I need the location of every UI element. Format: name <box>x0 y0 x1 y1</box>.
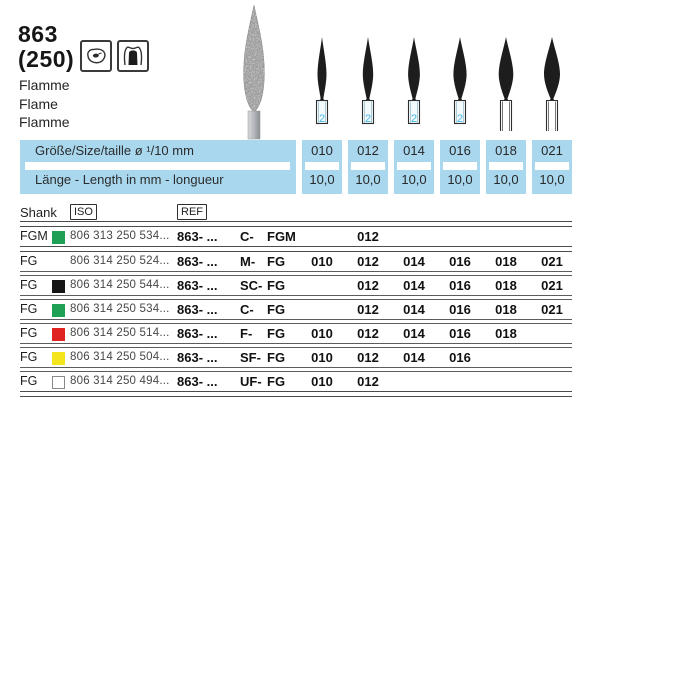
ref-cell <box>177 300 285 319</box>
product-name-en: Flame <box>19 95 58 112</box>
grit-color-swatch-superfine-yellow <box>52 352 65 365</box>
size-value: 018 <box>495 143 517 158</box>
bur-photo <box>237 2 271 145</box>
grit-color-swatch-fine-red <box>52 328 65 341</box>
application-icons <box>80 40 149 72</box>
available-size-014: 014 <box>403 278 425 293</box>
length-value: 10,0 <box>493 172 519 187</box>
band-divider <box>489 162 523 170</box>
band-divider <box>443 162 477 170</box>
ref-shank: FG <box>267 302 286 317</box>
table-row-c <box>20 227 572 246</box>
available-size-010: 010 <box>311 350 333 365</box>
available-size-014: 014 <box>403 302 425 317</box>
ref-column-header: REF <box>177 204 207 220</box>
ref-grit: C- <box>240 229 254 244</box>
available-size-014: 014 <box>403 254 425 269</box>
ref-grit: SF- <box>240 350 261 365</box>
iso-cell: 806 314 250 514... <box>70 327 170 339</box>
iso-cell: 806 314 250 534... <box>70 303 170 315</box>
band-divider <box>535 162 569 170</box>
available-size-010: 010 <box>311 326 333 341</box>
band-divider <box>351 162 385 170</box>
ref-cell <box>177 252 285 271</box>
product-number-variant: (250) <box>18 46 75 72</box>
available-size-010: 010 <box>311 254 333 269</box>
grit-color-swatch-supercoarse-black <box>52 280 65 293</box>
shank-cell: FG <box>20 302 38 316</box>
available-size-018: 018 <box>495 254 517 269</box>
ref-prefix: 863- ... <box>177 278 218 293</box>
ref-cell <box>177 324 285 343</box>
available-size-012: 012 <box>357 350 379 365</box>
product-number <box>18 22 74 72</box>
bur-diagram-016 <box>448 36 472 137</box>
shank-cell: FG <box>20 278 38 292</box>
size-column-cell-018 <box>486 140 526 194</box>
ref-shank: FG <box>267 254 286 269</box>
svg-text:2: 2 <box>318 113 326 125</box>
product-number-main: 863 <box>18 21 58 47</box>
occlusal-surface-icon <box>80 40 112 72</box>
ref-grit: UF- <box>240 374 262 389</box>
svg-text:2: 2 <box>410 113 418 125</box>
iso-column-header: ISO <box>70 204 97 220</box>
table-row-f <box>20 324 572 343</box>
ref-shank: FG <box>267 278 286 293</box>
available-size-021: 021 <box>541 254 563 269</box>
length-value: 10,0 <box>355 172 381 187</box>
size-value: 012 <box>357 143 379 158</box>
size-column-cell-016 <box>440 140 480 194</box>
ref-prefix: 863- ... <box>177 326 218 341</box>
available-size-021: 021 <box>541 278 563 293</box>
svg-text:2: 2 <box>456 113 464 125</box>
available-size-016: 016 <box>449 254 471 269</box>
size-length-band <box>20 140 572 194</box>
grit-color-swatch-coarse-green <box>52 231 65 244</box>
iso-cell: 806 314 250 524... <box>70 255 170 267</box>
band-divider <box>397 162 431 170</box>
shank-cell: FG <box>20 350 38 364</box>
ref-shank: FG <box>267 326 286 341</box>
available-size-014: 014 <box>403 326 425 341</box>
band-divider <box>25 162 290 170</box>
product-names <box>19 76 70 132</box>
crown-preparation-icon <box>117 40 149 72</box>
ref-grit: M- <box>240 254 256 269</box>
ref-cell <box>177 372 285 391</box>
grit-color-swatch-coarse-green <box>52 304 65 317</box>
ref-prefix: 863- ... <box>177 302 218 317</box>
band-label-block <box>20 140 296 194</box>
available-size-016: 016 <box>449 302 471 317</box>
available-size-014: 014 <box>403 350 425 365</box>
available-size-018: 018 <box>495 302 517 317</box>
spec-table <box>20 205 572 397</box>
ref-grit: SC- <box>240 278 263 293</box>
ref-shank: FG <box>267 350 286 365</box>
available-size-012: 012 <box>357 254 379 269</box>
size-row-label: Größe/Size/taille ø ¹/10 mm <box>35 143 194 158</box>
table-header <box>20 205 572 221</box>
table-row-uf <box>20 372 572 391</box>
ref-grit: F- <box>240 326 253 341</box>
size-column-cell-021 <box>532 140 572 194</box>
bur-diagram-014 <box>402 36 426 137</box>
available-size-010: 010 <box>311 374 333 389</box>
bur-diagram-010 <box>310 36 334 137</box>
size-column-cell-010 <box>302 140 342 194</box>
length-value: 10,0 <box>309 172 335 187</box>
band-divider <box>305 162 339 170</box>
available-size-016: 016 <box>449 326 471 341</box>
available-size-012: 012 <box>357 278 379 293</box>
available-size-021: 021 <box>541 302 563 317</box>
size-column-cell-014 <box>394 140 434 194</box>
length-value: 10,0 <box>539 172 565 187</box>
table-row-sf <box>20 348 572 367</box>
bur-diagram-021 <box>540 36 564 137</box>
available-size-012: 012 <box>357 229 379 244</box>
available-size-012: 012 <box>357 326 379 341</box>
product-name-fr: Flamme <box>19 114 70 130</box>
length-value: 10,0 <box>447 172 473 187</box>
iso-cell: 806 314 250 544... <box>70 279 170 291</box>
available-size-018: 018 <box>495 326 517 341</box>
available-size-012: 012 <box>357 374 379 389</box>
shank-cell: FG <box>20 374 38 388</box>
table-divider <box>20 391 572 397</box>
ref-shank: FG <box>267 374 286 389</box>
grit-color-swatch-ultrafine-white <box>52 376 65 389</box>
ref-grit: C- <box>240 302 254 317</box>
bur-diagram-012 <box>356 36 380 137</box>
available-size-018: 018 <box>495 278 517 293</box>
table-row-m <box>20 252 572 271</box>
available-size-016: 016 <box>449 350 471 365</box>
iso-cell: 806 313 250 534... <box>70 230 170 242</box>
iso-cell: 806 314 250 494... <box>70 375 170 387</box>
size-value: 014 <box>403 143 425 158</box>
product-name-de: Flamme <box>19 77 70 93</box>
length-row-label: Länge - Length in mm - longueur <box>35 172 224 187</box>
size-column-cell-012 <box>348 140 388 194</box>
shank-cell: FG <box>20 254 38 268</box>
available-size-012: 012 <box>357 302 379 317</box>
size-value: 016 <box>449 143 471 158</box>
iso-cell: 806 314 250 504... <box>70 351 170 363</box>
ref-prefix: 863- ... <box>177 374 218 389</box>
shank-cell: FGM <box>20 229 48 243</box>
ref-cell <box>177 348 285 367</box>
shank-cell: FG <box>20 326 38 340</box>
ref-cell <box>177 227 296 246</box>
svg-text:2: 2 <box>364 113 372 125</box>
shank-column-header: Shank <box>20 205 57 220</box>
size-value: 010 <box>311 143 333 158</box>
ref-shank: FGM <box>267 229 296 244</box>
ref-prefix: 863- ... <box>177 229 218 244</box>
size-value: 021 <box>541 143 563 158</box>
bur-diagram-018 <box>494 36 518 137</box>
table-row-c <box>20 300 572 319</box>
ref-prefix: 863- ... <box>177 254 218 269</box>
table-row-sc <box>20 276 572 295</box>
ref-prefix: 863- ... <box>177 350 218 365</box>
ref-cell <box>177 276 285 295</box>
length-value: 10,0 <box>401 172 427 187</box>
available-size-016: 016 <box>449 278 471 293</box>
